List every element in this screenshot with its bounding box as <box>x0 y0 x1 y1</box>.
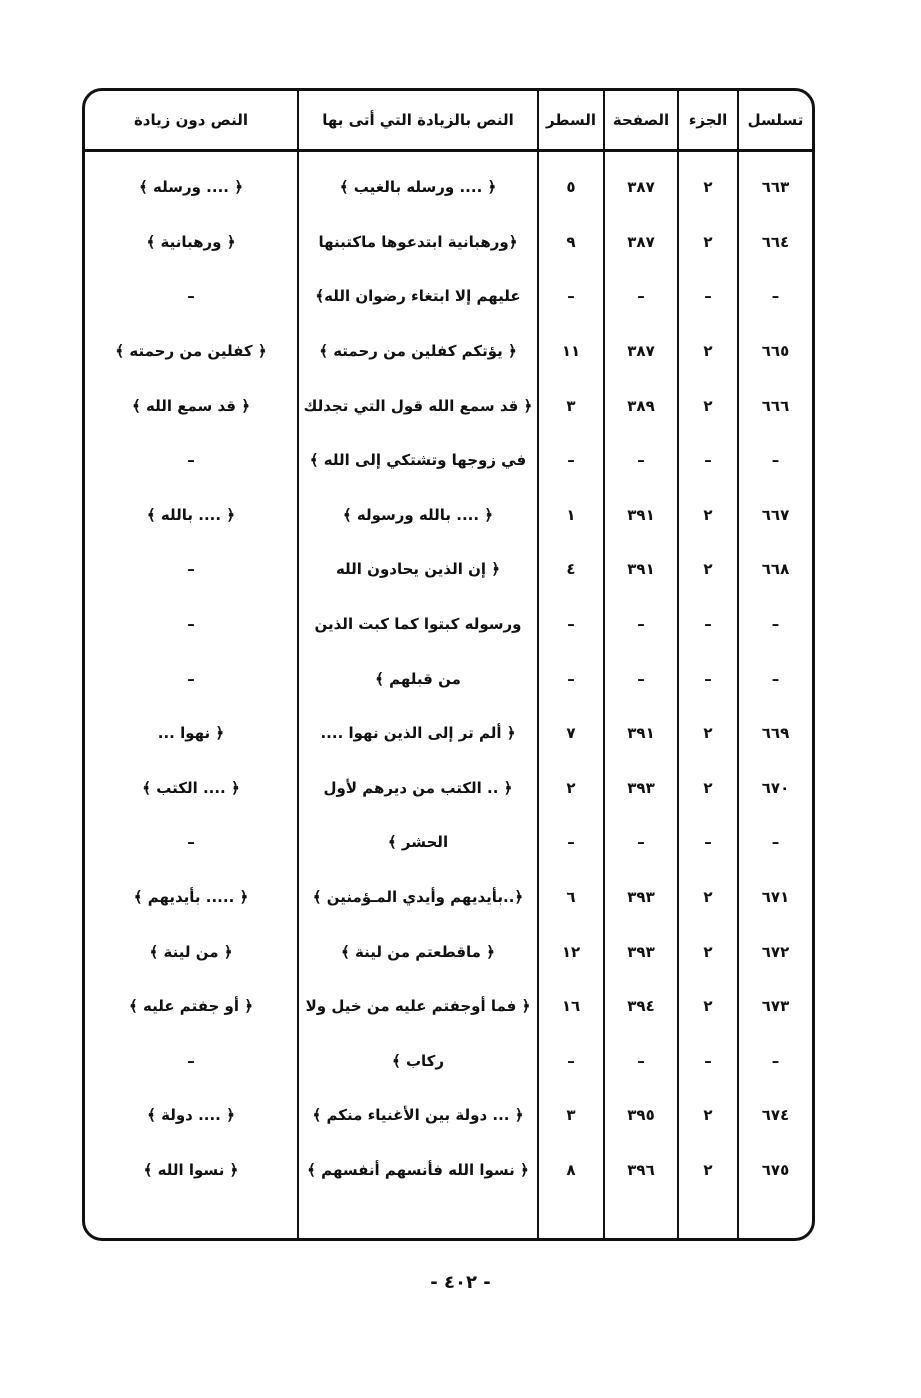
cell-seq: – <box>738 433 812 488</box>
cell-with-addition: في زوجها وتشتكي إلى الله ﴾ <box>298 433 538 488</box>
cell-page: – <box>604 651 678 706</box>
cell-without-addition: ﴿ نسوا الله ﴾ <box>143 1160 239 1179</box>
cell-seq: – <box>738 1034 812 1089</box>
cell-page: ٣٨٧ <box>604 324 678 379</box>
empty-cell <box>678 1197 738 1241</box>
cell-with-addition: من قبلهم ﴾ <box>298 651 538 706</box>
cell-without-addition: ﴿ نهوا ... <box>157 724 225 743</box>
cell-page: ٣٩١ <box>604 542 678 597</box>
cell-with-addition: ﴿ يؤتكم كفلين من رحمته ﴾ <box>298 324 538 379</box>
cell-page: – <box>604 1034 678 1089</box>
cell-with-addition: ﴿ إن الذين يحادون الله <box>298 542 538 597</box>
cell-part: – <box>678 433 738 488</box>
table-row <box>85 761 812 816</box>
table-row <box>85 269 812 324</box>
cell-part: ٢ <box>678 378 738 433</box>
cell-part: – <box>678 815 738 870</box>
header-line: السطر <box>538 91 604 151</box>
empty-cell <box>85 1197 298 1241</box>
cell-part: ٢ <box>678 1143 738 1198</box>
cell-line: ١١ <box>538 324 604 379</box>
table-filler-row <box>85 1197 812 1241</box>
cell-seq: ٦٦٩ <box>738 706 812 761</box>
cell-page: – <box>604 433 678 488</box>
cell-seq: – <box>738 815 812 870</box>
cell-page: ٣٨٩ <box>604 378 678 433</box>
cell-part: – <box>678 651 738 706</box>
cell-without-addition: ﴿ أو جفتم عليه ﴾ <box>128 997 253 1016</box>
header-page: الصفحة <box>604 91 678 151</box>
cell-part: ٢ <box>678 542 738 597</box>
table-row <box>85 870 812 925</box>
header-without-addition: النص دون زيادة <box>85 91 298 151</box>
cell-line: – <box>538 1034 604 1089</box>
cell-seq: ٦٦٣ <box>738 151 812 215</box>
cell-with-addition: ﴿ قد سمع الله قول التي تجدلك <box>298 378 538 433</box>
cell-page: – <box>604 597 678 652</box>
cell-page: ٣٩٥ <box>604 1088 678 1143</box>
cell-page: ٣٩٣ <box>604 761 678 816</box>
cell-part: ٢ <box>678 761 738 816</box>
cell-page: ٣٩٦ <box>604 1143 678 1198</box>
cell-seq: – <box>738 651 812 706</box>
table-row <box>85 924 812 979</box>
cell-line: ١ <box>538 488 604 543</box>
cell-page: – <box>604 269 678 324</box>
cell-line: ٤ <box>538 542 604 597</box>
cell-part: ٢ <box>678 870 738 925</box>
cell-seq: ٦٦٧ <box>738 488 812 543</box>
table-row <box>85 706 812 761</box>
cell-with-addition: ﴿ ألم تر إلى الذين نهوا .... <box>298 706 538 761</box>
cell-part: ٢ <box>678 488 738 543</box>
cell-part: ٢ <box>678 324 738 379</box>
cell-without-addition: ﴿ .... ورسله ﴾ <box>139 178 243 197</box>
table-row <box>85 815 812 870</box>
cell-without-addition: ﴿ كفلين من رحمته ﴾ <box>115 342 267 361</box>
cell-seq: – <box>738 269 812 324</box>
cell-with-addition: ﴿ فما أوجفتم عليه من خيل ولا <box>298 979 538 1034</box>
cell-page: ٣٩١ <box>604 706 678 761</box>
cell-seq: ٦٦٦ <box>738 378 812 433</box>
table-row <box>85 979 812 1034</box>
cell-part: ٢ <box>678 1088 738 1143</box>
table-row <box>85 378 812 433</box>
cell-page: ٣٨٧ <box>604 215 678 270</box>
cell-seq: ٦٦٤ <box>738 215 812 270</box>
table-row <box>85 597 812 652</box>
table-row <box>85 488 812 543</box>
cell-line: ١٢ <box>538 924 604 979</box>
cell-line: ١٦ <box>538 979 604 1034</box>
cell-without-addition: – <box>187 451 195 470</box>
cell-part: – <box>678 597 738 652</box>
table-row <box>85 215 812 270</box>
cell-with-addition: ﴿ .... ورسله بالغيب ﴾ <box>298 151 538 215</box>
cell-seq: ٦٧٠ <box>738 761 812 816</box>
cell-seq: ٦٦٨ <box>738 542 812 597</box>
cell-part: – <box>678 1034 738 1089</box>
page-number: - ٤٠٢ - <box>430 1272 491 1293</box>
cell-line: – <box>538 651 604 706</box>
cell-line: – <box>538 815 604 870</box>
cell-with-addition: ﴿ نسوا الله فأنسهم أنفسهم ﴾ <box>298 1143 538 1198</box>
cell-without-addition: – <box>187 669 195 688</box>
empty-cell <box>298 1197 538 1241</box>
cell-line: ٧ <box>538 706 604 761</box>
cell-without-addition: ﴿ .... بالله ﴾ <box>146 505 236 524</box>
empty-cell <box>604 1197 678 1241</box>
table-row <box>85 433 812 488</box>
cell-seq: ٦٧٣ <box>738 979 812 1034</box>
cell-without-addition: ﴿ .... دولة ﴾ <box>147 1106 235 1125</box>
cell-part: ٢ <box>678 706 738 761</box>
cell-page: ٣٨٧ <box>604 151 678 215</box>
cell-with-addition: ﴿ .... بالله ورسوله ﴾ <box>298 488 538 543</box>
cell-without-addition: ﴿ ..... بأيديهم ﴾ <box>133 888 249 907</box>
table-row <box>85 1088 812 1143</box>
cell-page: ٣٩٤ <box>604 979 678 1034</box>
cell-with-addition: ﴿ ماقطعتم من لينة ﴾ <box>298 924 538 979</box>
cell-with-addition: عليهم إلا ابتغاء رضوان الله﴾ <box>298 269 538 324</box>
cell-with-addition: ركاب ﴾ <box>298 1034 538 1089</box>
cell-without-addition: ﴿ من لينة ﴾ <box>149 942 233 961</box>
cell-without-addition: ﴿ ورهبانية ﴾ <box>146 232 236 251</box>
header-row <box>85 91 812 151</box>
cell-part: ٢ <box>678 979 738 1034</box>
cell-seq: ٦٧١ <box>738 870 812 925</box>
cell-part: ٢ <box>678 924 738 979</box>
cell-line: ٨ <box>538 1143 604 1198</box>
cell-with-addition: ﴿ورهبانية ابتدعوها ماكتبنها <box>298 215 538 270</box>
cell-part: ٢ <box>678 151 738 215</box>
cell-line: ٥ <box>538 151 604 215</box>
cell-without-addition: – <box>187 287 195 306</box>
cell-seq: ٦٧٢ <box>738 924 812 979</box>
cell-line: – <box>538 597 604 652</box>
cell-line: ٦ <box>538 870 604 925</box>
cell-page: ٣٩٣ <box>604 924 678 979</box>
table-row <box>85 1034 812 1089</box>
cell-with-addition: الحشر ﴾ <box>298 815 538 870</box>
table-row <box>85 324 812 379</box>
cell-without-addition: – <box>187 615 195 634</box>
cell-page: ٣٩٣ <box>604 870 678 925</box>
cell-with-addition: ﴿ ... دولة بين الأغنياء منكم ﴾ <box>298 1088 538 1143</box>
cell-seq: – <box>738 597 812 652</box>
cell-with-addition: ورسوله كبتوا كما كبت الذين <box>298 597 538 652</box>
cell-line: ٢ <box>538 761 604 816</box>
empty-cell <box>538 1197 604 1241</box>
cell-without-addition: – <box>187 1051 195 1070</box>
cell-without-addition: – <box>187 560 195 579</box>
cell-part: ٢ <box>678 215 738 270</box>
header-part: الجزء <box>678 91 738 151</box>
verses-table <box>85 91 812 1241</box>
cell-line: ٩ <box>538 215 604 270</box>
table-row <box>85 542 812 597</box>
cell-with-addition: ﴿..بأيديهم وأيدي المـؤمنين ﴾ <box>298 870 538 925</box>
empty-cell <box>738 1197 812 1241</box>
cell-line: ٣ <box>538 1088 604 1143</box>
table-row <box>85 1143 812 1198</box>
cell-seq: ٦٦٥ <box>738 324 812 379</box>
cell-without-addition: ﴿ .... الكتب ﴾ <box>142 778 240 797</box>
header-with-addition: النص بالزيادة التي أتى بها <box>298 91 538 151</box>
table-body <box>85 151 812 1242</box>
table-row <box>85 651 812 706</box>
cell-with-addition: ﴿ .. الكتب من ديرهم لأول <box>298 761 538 816</box>
cell-seq: ٦٧٤ <box>738 1088 812 1143</box>
cell-page: – <box>604 815 678 870</box>
cell-part: – <box>678 269 738 324</box>
cell-seq: ٦٧٥ <box>738 1143 812 1198</box>
cell-line: – <box>538 269 604 324</box>
cell-line: – <box>538 433 604 488</box>
header-seq: تسلسل <box>738 91 812 151</box>
cell-without-addition: – <box>187 833 195 852</box>
cell-line: ٣ <box>538 378 604 433</box>
cell-without-addition: ﴿ قد سمع الله ﴾ <box>131 396 250 415</box>
cell-page: ٣٩١ <box>604 488 678 543</box>
table-row <box>85 151 812 215</box>
table-frame <box>82 88 815 1241</box>
